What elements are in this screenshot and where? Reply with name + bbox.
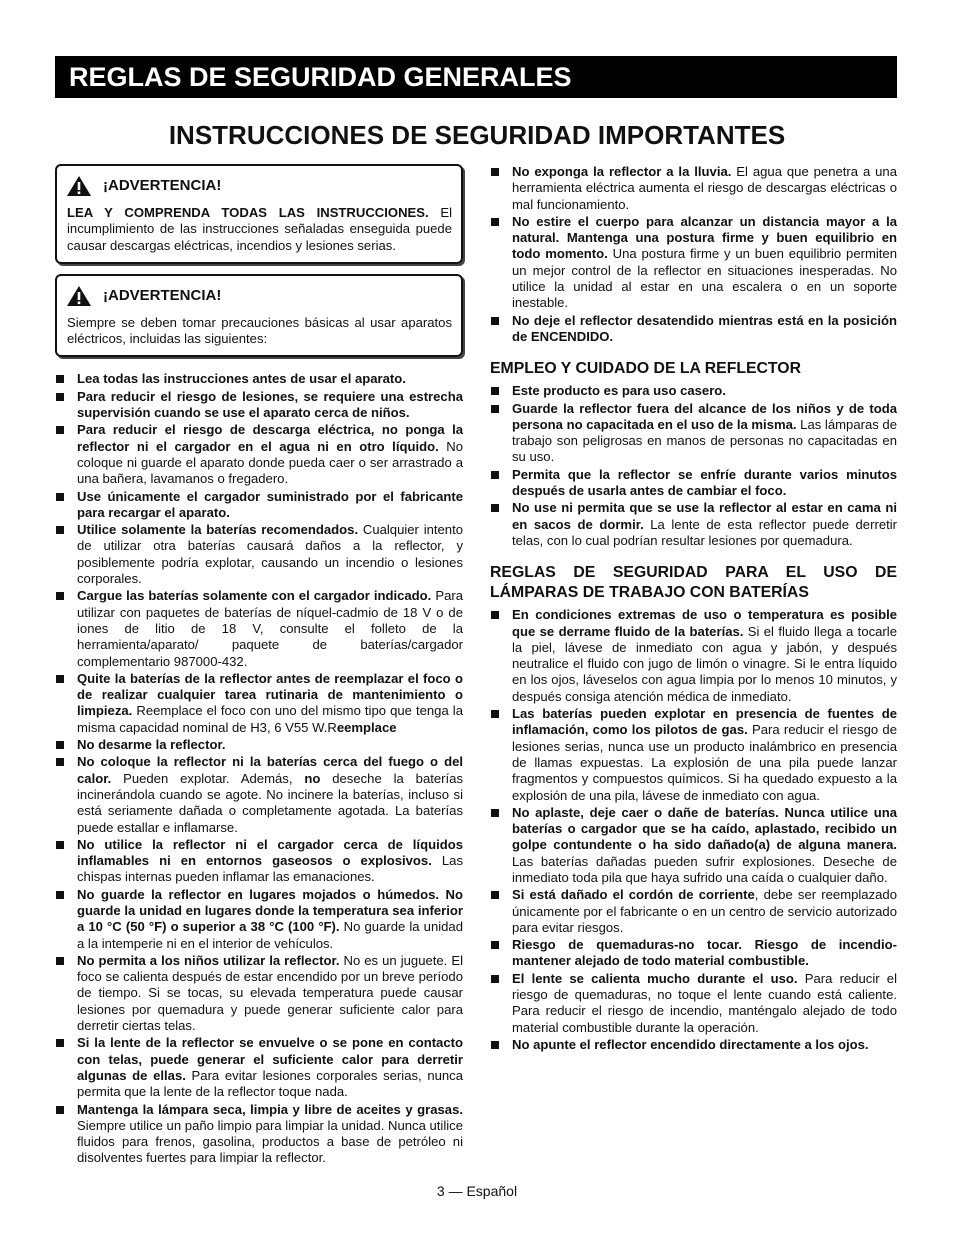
warning-triangle-icon [67, 286, 91, 306]
safety-rules-list [55, 371, 463, 1166]
list-item: El lente se calienta mucho durante el uso. Para reducir el riesgo de quemaduras, no toque el lente cuando está caliente. Para reducir el riesgo de incendio, manténgalo alejado de todo material combustible durante la operación. [490, 971, 897, 1036]
list-item: Para reducir el riesgo de lesiones, se requiere una estrecha supervisión cuando se use el aparato cerca de niños. [55, 389, 463, 422]
list-item: No utilice la reflector ni el cargador cerca de líquidos inflamables ni en entornos gaseosos o explosivos. Las chispas internas pueden inflamar las emanaciones. [55, 837, 463, 886]
page-title: INSTRUCCIONES DE SEGURIDAD IMPORTANTES [168, 120, 786, 150]
list-item: Este producto es para uso casero. [490, 383, 897, 399]
list-item: Guarde la reflector fuera del alcance de los niños y de toda persona no capacitada en el uso de la misma. Las lámparas de trabajo son peligrosas en manos de personas no capacitadas en su uso. [490, 401, 897, 466]
list-item: Lea todas las instrucciones antes de usar el aparato. [55, 371, 463, 387]
list-item: Mantenga la lámpara seca, limpia y libre de aceites y grasas. Siempre utilice un paño limpio para limpiar la unidad. Nunca utilice fluidos para frenos, gasolina, productos a base de petróleo ni disolventes fuertes para limpiar la reflector. [55, 1102, 463, 1167]
list-item: Las baterías pueden explotar en presencia de fuentes de inflamación, como los pilotos de gas. Para reducir el riesgo de lesiones serias, nunca use un producto inalámbrico en presencia de llamas expuestas. La explosión de una pila puede lanzar fragmentos y compuestos químicos. Si ha quedado expuesto a la explosión de una pila, lávese de inmediato con agua. [490, 706, 897, 804]
list-item: Use únicamente el cargador suministrado por el fabricante para recargar el aparato. [55, 489, 463, 522]
left-column [55, 164, 463, 1168]
warning-text: LEA Y COMPRENDA TODAS LAS INSTRUCCIONES. El incumplimiento de las instrucciones señaladas enseguida puede causar descargas eléctricas, incendios y lesiones serias. [67, 205, 452, 253]
list-item: No guarde la reflector en lugares mojados o húmedos. No guarde la unidad en lugares donde la temperatura sea inferior a 10 °C (50 °F) o superior a 38 °C (100 °F). No guarde la unidad a la intemperie ni en el interior de vehículos. [55, 887, 463, 952]
list-item: No permita a los niños utilizar la reflector. No es un juguete. El foco se calienta después de estar encendido por un breve período de tiempo. Si se tocas, su elevada temperatura puede causar lesiones por quemadura y puede generar suficiente calor para derretir ciertas telas. [55, 953, 463, 1034]
warning-box [55, 164, 463, 264]
list-item: Cargue las baterías solamente con el cargador indicado. Para utilizar con paquetes de baterías de níquel-cadmio de 18 V o de iones de litio de 18 V, consulte el folleto de la herramienta/aparato/ paquete de baterías/cargador complementario 987000-432. [55, 588, 463, 669]
warning-heading: ¡ADVERTENCIA! [103, 176, 222, 194]
list-item: No use ni permita que se use la reflector al estar en cama ni en sacos de dormir. La lente de esta reflector puede derretir telas, con lo cual podrían resultar lesiones por quemadura. [490, 500, 897, 549]
safety-rules-list [490, 383, 897, 549]
list-item: No coloque la reflector ni la baterías cerca del fuego o del calor. Pueden explotar. Además, no deseche la baterías incinerándola cuando se agote. No incinere la baterías, incluso si está seriamente dañada o completamente agotada. La baterías puede estallar e inflamarse. [55, 754, 463, 835]
warning-triangle-icon [67, 176, 91, 196]
list-item: No aplaste, deje caer o dañe de baterías. Nunca utilice una baterías o cargador que se ha caído, aplastado, recibido un golpe contundente o ha sido dañado(a) de alguna manera. Las baterías dañadas pueden sufrir explosiones. Deseche de inmediato toda pila que haya sufrido una caída o cualquier daño. [490, 805, 897, 886]
list-item: Quite la baterías de la reflector antes de reemplazar el foco o de realizar cualquier tarea rutinaria de mantenimiento o limpieza. Reemplace el foco con uno del mismo tipo que tenga la misma capacidad nominal de H3, 6 V55 W.Reemplace [55, 671, 463, 736]
list-item: Utilice solamente la baterías recomendados. Cualquier intento de utilizar otra baterías causará daños a la reflector, y posiblemente podría explotar, causando un incendio o lesiones corporales. [55, 522, 463, 587]
section-heading: EMPLEO Y CUIDADO DE LA REFLECTOR [490, 360, 801, 378]
right-column [490, 164, 897, 1054]
list-item: No estire el cuerpo para alcanzar un distancia mayor a la natural. Mantenga una postura firme y buen equilibrio en todo momento. Una postura firme y un buen equilibrio permiten un mejor control de la reflector en situaciones inesperadas. No utilice la unidad al estar en una escalera o en un soporte inestable. [490, 214, 897, 312]
safety-rules-list [490, 607, 897, 1053]
list-item: Permita que la reflector se enfríe durante varios minutos después de usarla antes de cambiar el foco. [490, 467, 897, 500]
page-number: 3 — Español [436, 1183, 518, 1199]
list-item: Si está dañado el cordón de corriente, debe ser reemplazado únicamente por el fabricante o en un centro de servicio autorizado para evitar riesgos. [490, 887, 897, 936]
list-item: Para reducir el riesgo de descarga eléctrica, no ponga la reflector ni el cargador en el agua ni en otro líquido. No coloque ni guarde el aparato donde pueda caer o ser arrastrado a una bañera, lavamanos o fregadero. [55, 422, 463, 487]
warning-text: Siempre se deben tomar precauciones básicas al usar aparatos eléctricos, incluidas las siguientes: [67, 314, 452, 347]
section-banner: REGLAS DE SEGURIDAD GENERALES [55, 56, 897, 98]
section-heading: REGLAS DE SEGURIDAD PARA EL USO DE LÁMPARAS DE TRABAJO CON BATERÍAS [490, 564, 897, 602]
list-item: Si la lente de la reflector se envuelve o se pone en contacto con telas, puede generar el suficiente calor para derretir algunas de ellas. Para evitar lesiones corporales serias, nunca permita que la lente de la reflector toque nada. [55, 1035, 463, 1100]
safety-rules-list [490, 164, 897, 345]
list-item: No deje el reflector desatendido mientras está en la posición de ENCENDIDO. [490, 313, 897, 346]
list-item: Riesgo de quemaduras-no tocar. Riesgo de incendio-mantener alejado de todo material combustible. [490, 937, 897, 970]
warning-box [55, 274, 463, 358]
list-item: En condiciones extremas de uso o temperatura es posible que se derrame fluido de la baterías. Si el fluido llega a tocarle la piel, lávese de inmediato con agua y jabón, y después neutralice el fluido con jugo de limón o vinagre. Si le entra líquido en los ojos, láveselos con agua limpia por lo menos 10 minutos, y después consiga atención médica de inmediato. [490, 607, 897, 705]
warning-heading: ¡ADVERTENCIA! [103, 286, 222, 304]
list-item: No exponga la reflector a la lluvia. El agua que penetra a una herramienta eléctrica aumenta el riesgo de descargas eléctricas o mal funcionamiento. [490, 164, 897, 213]
list-item: No apunte el reflector encendido directamente a los ojos. [490, 1037, 897, 1053]
list-item: No desarme la reflector. [55, 737, 463, 753]
